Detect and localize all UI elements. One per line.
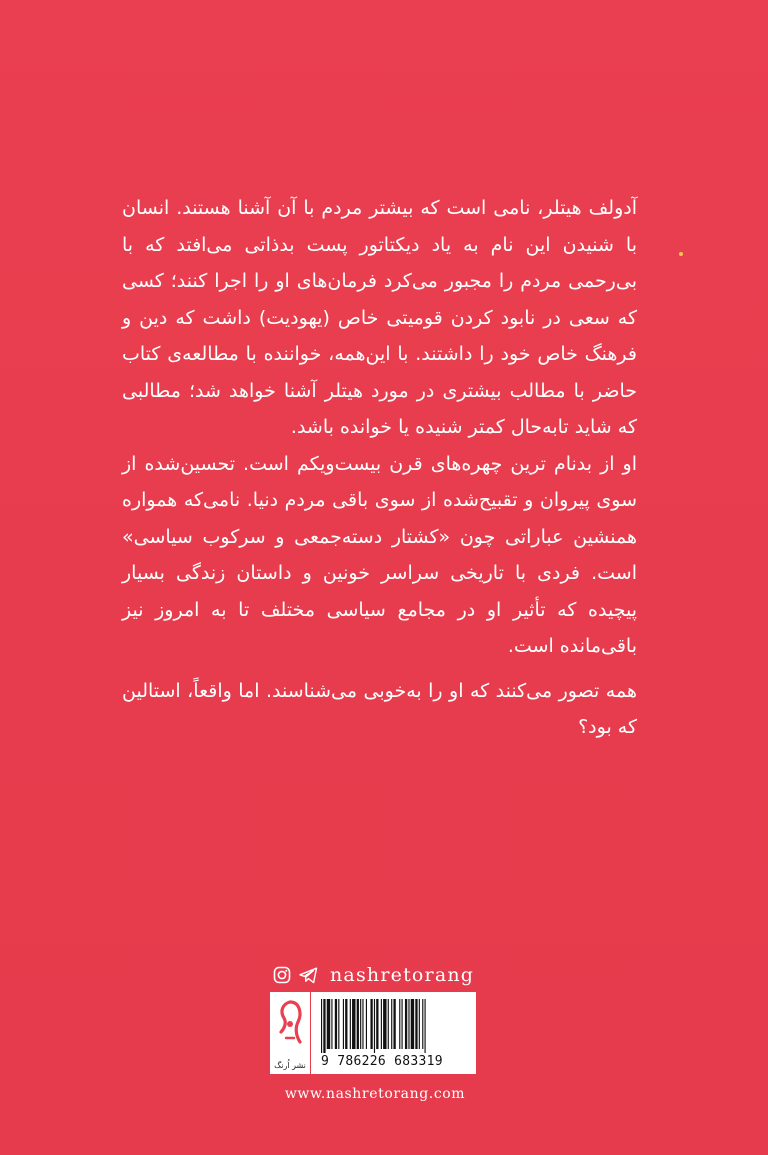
blurb-text (122, 190, 637, 746)
barcode-bar (411, 999, 414, 1049)
instagram-icon (272, 965, 292, 985)
barcode-bar (391, 999, 392, 1049)
social-handle-row (272, 962, 474, 988)
barcode-bar (376, 999, 378, 1049)
barcode-bar (338, 999, 339, 1049)
barcode-bar (370, 999, 372, 1049)
barcode-bar (422, 999, 423, 1049)
blurb-paragraph-1: آدولف هیتلر، نامی است که بیشتر مردم با آن آشنا هستند. انسان با شنیدن این نام به یاد دیکتاتور پست بدذاتی می‌افتد که با بی‌رحمی مردم را مجبور می‌کرد فرمان‌های او را اجرا کنند؛ کسی که سعی در نابود کردن قومیتی خاص (یهودیت) داشت که دین و فرهنگ خاص خود را داشتند. با این‌همه، خواننده با مطالعه‌ی کتاب حاضر با مطالب بیشتری در مورد هیتلر آشنا خواهد شد؛ مطالبی که شاید تابه‌حال کمتر شنیده یا خوانده باشد. (122, 197, 637, 438)
barcode-bar (419, 999, 420, 1049)
isbn-digits: 9 786226 683319 (321, 1054, 443, 1069)
barcode-bar (374, 999, 375, 1053)
barcode-bar (415, 999, 417, 1049)
publisher-logo-caption: نشر اُرنگ (274, 1061, 306, 1070)
barcode-bar (321, 999, 322, 1053)
barcode-bar (335, 999, 337, 1049)
barcode-bar (345, 999, 347, 1049)
barcode-bar (388, 999, 389, 1049)
publisher-website: www.nashretorang.com (284, 1086, 466, 1102)
isbn-barcode (311, 992, 476, 1074)
barcode-bar (402, 999, 403, 1049)
barcode-bar (352, 999, 355, 1049)
barcode-bars (319, 999, 471, 1053)
publisher-logo (270, 992, 310, 1074)
telegram-icon (298, 965, 318, 985)
barcode-bar (399, 999, 400, 1049)
barcode-bar (331, 999, 332, 1049)
print-speck (679, 252, 683, 256)
barcode-bar (350, 999, 351, 1049)
barcode-bar (343, 999, 344, 1049)
barcode-bar (405, 999, 407, 1049)
barcode-bar (327, 999, 330, 1049)
barcode-bar (323, 999, 325, 1053)
barcode-bar (381, 999, 382, 1049)
barcode-bar (357, 999, 359, 1049)
barcode-bar (362, 999, 363, 1049)
barcode-bar (393, 999, 395, 1049)
barcode-bar (408, 999, 409, 1049)
barcode-bar (425, 999, 426, 1053)
social-handle: nashretorang (330, 964, 475, 986)
blurb-paragraph-2: او از بدنام ترین چهره‌های قرن بیست‌ویکم است. تحسین‌شده از سوی پیروان و تقبیح‌شده از سوی باقی مردم دنیا. نامی‌که همواره همنشین عباراتی چون «کشتار دسته‌جمعی و سرکوب سیاسی» است. فردی با تاریخی سراسر خونین و داستان زندگی بسیار پیچیده که تأثیر او در مجامع سیاسی مختلف تا به امروز نیز باقی‌مانده است. (122, 452, 637, 657)
blurb-paragraph-3: همه تصور می‌کنند که او را به‌خوبی می‌شناسند. اما واقعاً، استالین که بود؟ (122, 679, 637, 738)
orang-logo-icon (276, 998, 304, 1048)
barcode-bar (383, 999, 386, 1049)
barcode-bar (366, 999, 367, 1049)
barcode-bar (360, 999, 361, 1049)
